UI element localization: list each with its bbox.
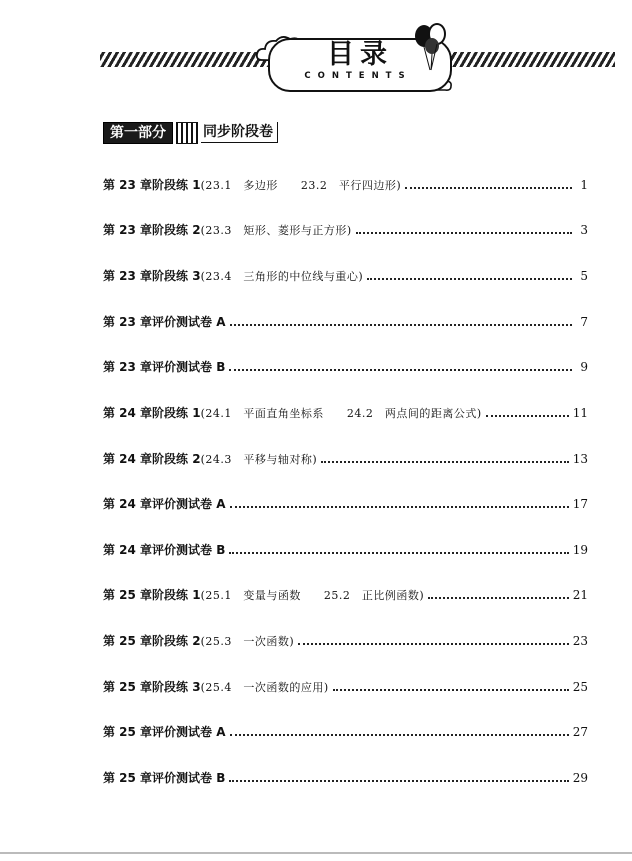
entry-page-number: 27 xyxy=(572,725,588,739)
dot-leader xyxy=(367,278,572,280)
entry-label: 第 23 章阶段练 2 xyxy=(103,223,201,237)
dot-leader xyxy=(298,643,569,645)
entry-page-number: 17 xyxy=(572,497,588,511)
entry-topics: (24.1 平面直角坐标系 24.2 两点间的距离公式) xyxy=(200,407,482,420)
entry-label: 第 24 章评价测试卷 A xyxy=(103,497,226,511)
section-header xyxy=(103,122,278,144)
entry-label: 第 23 章阶段练 1 xyxy=(103,178,201,192)
toc-entry[interactable] xyxy=(103,403,588,423)
entry-page-number: 23 xyxy=(572,634,588,648)
dot-leader xyxy=(321,461,569,463)
entry-label: 第 25 章阶段练 1 xyxy=(103,588,201,602)
entry-topics: (23.1 多边形 23.2 平行四边形) xyxy=(200,179,402,192)
entry-page-number: 11 xyxy=(572,406,588,420)
dot-leader xyxy=(229,780,568,782)
page-subtitle: CONTENTS xyxy=(304,71,412,81)
entry-topics: (25.4 一次函数的应用) xyxy=(200,681,329,694)
dot-leader xyxy=(333,689,569,691)
toc-entry[interactable] xyxy=(103,631,588,651)
toc-entry[interactable] xyxy=(103,585,588,605)
toc-entry[interactable] xyxy=(103,312,588,332)
entry-topics: (25.3 一次函数) xyxy=(200,635,295,648)
entry-label: 第 23 章阶段练 3 xyxy=(103,269,201,283)
entry-label: 第 24 章阶段练 2 xyxy=(103,452,201,466)
entry-page-number: 29 xyxy=(572,771,588,785)
entry-page-number: 13 xyxy=(572,452,588,466)
dot-leader xyxy=(230,506,569,508)
entry-label: 第 25 章阶段练 2 xyxy=(103,634,201,648)
entry-label: 第 24 章阶段练 1 xyxy=(103,406,201,420)
entry-page-number: 7 xyxy=(580,315,588,329)
entry-page-number: 21 xyxy=(572,588,588,602)
dot-leader xyxy=(486,415,569,417)
contents-banner xyxy=(0,0,632,110)
entry-page-number: 19 xyxy=(572,543,588,557)
dot-leader xyxy=(405,187,572,189)
section-part-label: 第一部分 xyxy=(103,122,173,144)
toc-entry[interactable] xyxy=(103,266,588,286)
toc-entry[interactable] xyxy=(103,494,588,514)
dot-leader xyxy=(229,369,572,371)
entry-topics: (24.3 平移与轴对称) xyxy=(200,453,318,466)
dot-leader xyxy=(229,552,568,554)
toc-entry[interactable] xyxy=(103,722,588,742)
toc-entry[interactable] xyxy=(103,449,588,469)
dot-leader xyxy=(230,734,569,736)
toc-entry[interactable] xyxy=(103,768,588,788)
page-title: 目录 xyxy=(327,39,393,70)
entry-label: 第 25 章阶段练 3 xyxy=(103,680,201,694)
entry-page-number: 3 xyxy=(580,223,588,237)
toc-entry[interactable] xyxy=(103,175,588,195)
entry-page-number: 9 xyxy=(580,360,588,374)
balloons-icon xyxy=(410,20,450,80)
toc-entry[interactable] xyxy=(103,220,588,240)
entry-page-number: 25 xyxy=(572,680,588,694)
hatch-decoration-left xyxy=(100,52,270,67)
entry-topics: (23.3 矩形、菱形与正方形) xyxy=(200,224,352,237)
hatch-decoration-right xyxy=(445,52,615,67)
dot-leader xyxy=(356,232,572,234)
toc-entry[interactable] xyxy=(103,357,588,377)
entry-topics: (25.1 变量与函数 25.2 正比例函数) xyxy=(200,589,425,602)
entry-page-number: 1 xyxy=(580,178,588,192)
entry-label: 第 25 章评价测试卷 B xyxy=(103,771,226,785)
entry-page-number: 5 xyxy=(580,269,588,283)
entry-label: 第 23 章评价测试卷 B xyxy=(103,360,226,374)
entry-label: 第 24 章评价测试卷 B xyxy=(103,543,226,557)
section-name: 同步阶段卷 xyxy=(201,122,278,143)
toc-entry[interactable] xyxy=(103,677,588,697)
entry-label: 第 23 章评价测试卷 A xyxy=(103,315,226,329)
toc-entry[interactable] xyxy=(103,540,588,560)
dot-leader xyxy=(230,324,572,326)
entry-topics: (23.4 三角形的中位线与重心) xyxy=(200,270,364,283)
dot-leader xyxy=(428,597,569,599)
page-bottom-border xyxy=(0,852,632,854)
section-bars-decoration xyxy=(176,122,198,144)
entry-label: 第 25 章评价测试卷 A xyxy=(103,725,226,739)
